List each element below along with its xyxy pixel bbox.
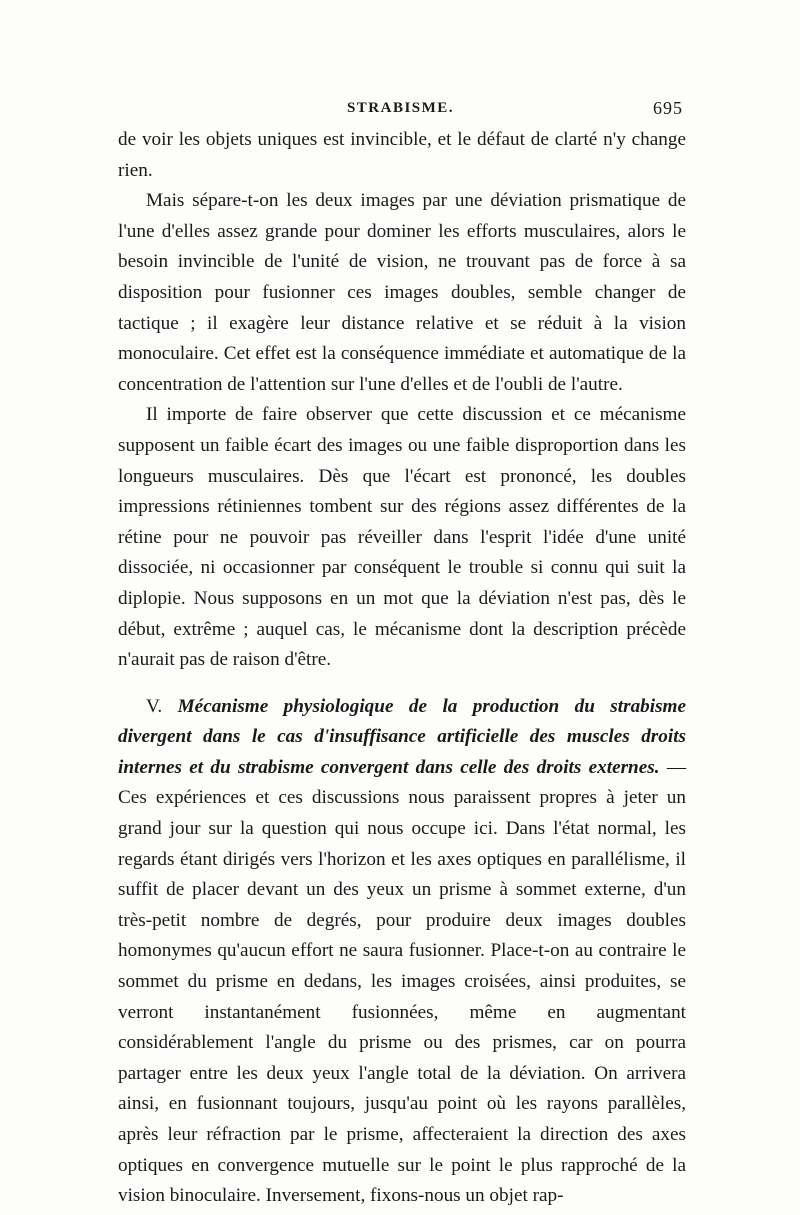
running-title: STRABISME. <box>346 100 455 116</box>
section-body: Ces expériences et ces discussions nous paraissent propres à jeter un grand jour sur la question qui nous occupe ici. Dans l'état normal, les regards étant dirigés vers l'horizon et les axes optiques en parallélisme, il suffit de placer devant un des yeux un prisme à sommet externe, d'un très-petit nombre de degrés, pour produire deux images doubles homonymes qu'aucun effort ne saura fusionner. Place-t-on au contraire le sommet du prisme en dedans, les images croisées, ainsi produites, se verront instantanément fusionnées, même en augmentant considérablement l'angle du prisme ou des prismes, car on pourra partager entre les deux yeux l'angle total de la déviation. On arrivera ainsi, en fusionnant toujours, jusqu'au point où les rayons parallèles, après leur réfraction par le prisme, affecteraient la direction des axes optiques en convergence mutuelle sur le point le plus rapproché de la vision binoculaire. Inversement, fixons-nous un objet rap- <box>118 787 686 1207</box>
body-text <box>118 125 686 1212</box>
paragraph-continuation: de voir les objets uniques est invincible, et le défaut de clarté n'y change rien. <box>118 129 686 181</box>
section-dash: — <box>666 756 686 778</box>
section-v <box>118 692 686 1212</box>
page-number: 695 <box>653 98 683 118</box>
section-number: V. <box>146 695 163 717</box>
paragraph-mechanism-discussion: Il importe de faire observer que cette discussion et ce mécanisme supposent un faible écart des images ou une faible disproportion dans les longueurs musculaires. Dès que l'écart est prononcé, les doubles impressions rétiniennes tombent sur des régions assez différentes de la rétine pour ne pouvoir pas réveiller dans l'esprit l'idée d'une unité dissociée, ni occasionner par conséquent le trouble si connu qui suit la diplopie. Nous supposons en un mot que la déviation n'est pas, dès le début, extrême ; auquel cas, le mécanisme dont la description précède n'aurait pas de raison d'être. <box>118 404 686 671</box>
section-title: Mécanisme physiologique de la production du strabisme divergent dans le cas d'insuffisance artificielle des muscles droits internes et du strabisme convergent dans celle des droits externes. <box>118 695 686 778</box>
running-head <box>118 98 683 122</box>
paragraph-prismatic-deviation: Mais sépare-t-on les deux images par une déviation prismatique de l'une d'elles assez grande pour dominer les efforts musculaires, alors le besoin invincible de l'unité de vision, ne trouvant pas de force à sa disposition pour fusionner ces images doubles, semble changer de tactique ; il exagère leur distance relative et se réduit à la vision monoculaire. Cet effet est la conséquence immédiate et automatique de la concentration de l'attention sur l'une d'elles et de l'oubli de l'autre. <box>118 190 686 395</box>
